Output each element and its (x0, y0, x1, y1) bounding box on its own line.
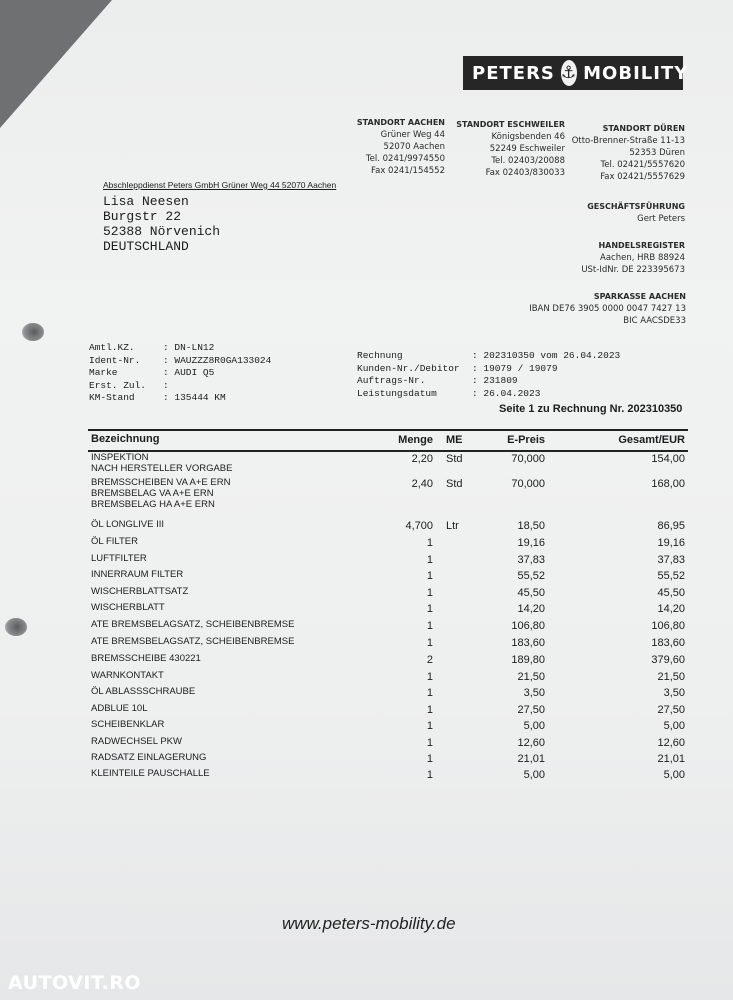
row-total: 106,80 (651, 620, 685, 632)
invoice-meta-values (472, 350, 620, 400)
row-description (91, 519, 164, 530)
location-line: Grüner Weg 44 (380, 130, 445, 140)
location-title: STANDORT AACHEN (356, 118, 445, 127)
location-line: Tel. 02403/20088 (491, 156, 565, 166)
row-description (91, 768, 210, 779)
row-quantity: 1 (426, 620, 433, 632)
vehicle-label: Ident-Nr. (89, 354, 141, 366)
bank-title: SPARKASSE AACHEN (593, 292, 686, 301)
location-line: Otto-Brenner-Straße 11-13 (571, 136, 685, 146)
row-total: 12,60 (657, 737, 685, 749)
row-quantity: 4,700 (405, 520, 433, 532)
watermark: AUTOVIT.RO (8, 972, 141, 994)
row-unit-price: 70,000 (511, 478, 545, 490)
row-description-line: RADSATZ EINLAGERUNG (91, 752, 207, 763)
recipient-address (103, 194, 220, 254)
invoice-meta-label: Auftrags-Nr. (357, 375, 426, 386)
logo-word-peters: PETERS (472, 62, 555, 84)
row-total: 379,60 (651, 654, 685, 666)
row-total: 19,16 (657, 537, 685, 549)
sender-line: Abschleppdienst Peters GmbH Grüner Weg 44 52070 Aachen (103, 180, 337, 190)
row-quantity: 1 (426, 769, 433, 781)
location-aachen (357, 117, 445, 177)
vehicle-labels (89, 342, 146, 405)
management-block (587, 201, 685, 225)
row-unit-price: 70,000 (511, 453, 545, 465)
row-description (91, 477, 230, 510)
register-line: Aachen, HRB 88924 (600, 253, 685, 263)
invoice-meta-value: : 202310350 vom 26.04.2023 (472, 350, 621, 361)
row-total: 5,00 (663, 769, 685, 781)
row-total: 154,00 (651, 453, 685, 465)
row-description (91, 553, 147, 564)
row-quantity: 1 (426, 687, 433, 699)
footer-website: www.peters-mobility.de (282, 914, 456, 933)
recipient-name: Lisa Neesen (103, 194, 189, 209)
location-line: Fax 0241/154552 (371, 166, 445, 176)
row-quantity: 1 (426, 637, 433, 649)
row-quantity: 1 (426, 753, 433, 765)
logo-word-mobility: MOBILITY (583, 62, 689, 84)
row-description (91, 586, 188, 597)
row-description-line: RADWECHSEL PKW (91, 736, 182, 747)
row-quantity: 2,20 (411, 453, 433, 465)
vehicle-label: Amtl.KZ. (89, 342, 135, 353)
row-description-line: BREMSBELAG VA A+E ERN (91, 488, 214, 499)
row-description-line: INSPEKTION (91, 452, 149, 463)
row-unit-price: 189,80 (511, 654, 545, 666)
row-unit-price: 3,50 (523, 687, 545, 699)
register-block (581, 240, 685, 276)
vehicle-values (163, 342, 271, 405)
punch-hole (22, 323, 44, 341)
invoice-meta-value: : 231809 (472, 375, 518, 386)
column-header-unit: ME (446, 434, 463, 446)
recipient-street: Burgstr 22 (103, 209, 182, 224)
row-description (91, 670, 164, 681)
row-description-line: WARNKONTAKT (91, 670, 164, 681)
row-quantity: 2,40 (411, 478, 433, 490)
row-unit-price: 45,50 (517, 587, 545, 599)
vehicle-value: : DN-LN12 (163, 342, 215, 353)
row-description (91, 686, 195, 697)
row-description (91, 619, 294, 630)
location-eschweiler (456, 119, 565, 179)
management-name: Gert Peters (637, 214, 685, 224)
row-quantity: 1 (426, 587, 433, 599)
row-description-line: LUFTFILTER (91, 553, 147, 564)
vehicle-value: : (163, 379, 169, 391)
row-unit-price: 27,50 (517, 704, 545, 716)
location-line: Tel. 0241/9974550 (365, 154, 445, 164)
recipient-country: DEUTSCHLAND (103, 239, 189, 254)
row-unit-price: 19,16 (517, 537, 545, 549)
row-total: 21,50 (657, 671, 685, 683)
bank-iban: IBAN DE76 3905 0000 0047 7427 13 (529, 304, 686, 314)
row-description-line: ÖL FILTER (91, 536, 138, 547)
row-unit-price: 55,52 (517, 570, 545, 582)
page-info: Seite 1 zu Rechnung Nr. 202310350 (499, 403, 683, 415)
row-total: 3,50 (663, 687, 685, 699)
invoice-meta-labels (357, 350, 460, 400)
row-description (91, 703, 148, 714)
register-line: USt-IdNr. DE 223395673 (581, 265, 685, 275)
row-unit-price: 106,80 (511, 620, 545, 632)
punch-hole (5, 618, 27, 636)
row-description-line: ATE BREMSBELAGSATZ, SCHEIBENBREMSE (91, 619, 295, 630)
invoice-meta-label: Leistungsdatum (357, 387, 437, 399)
row-unit-price: 5,00 (523, 720, 545, 732)
row-description (91, 719, 164, 730)
row-total: 55,52 (657, 570, 685, 582)
row-description-line: WISCHERBLATTSATZ (91, 586, 189, 597)
vehicle-value: : WAUZZZ8R0GA133024 (163, 354, 272, 366)
tow-hook-icon: ⚓ (561, 60, 577, 86)
row-unit-price: 5,00 (523, 769, 545, 781)
vehicle-value: : AUDI Q5 (163, 367, 215, 378)
vehicle-label: KM-Stand (89, 392, 135, 403)
row-total: 21,01 (657, 753, 685, 765)
row-description (91, 752, 206, 763)
vehicle-label: Erst. Zul. (89, 379, 147, 391)
column-header-unit-price: E-Preis (507, 434, 545, 446)
row-quantity: 1 (426, 570, 433, 582)
row-description-line: ÖL ABLASSSCHRAUBE (91, 686, 196, 697)
row-description (91, 569, 183, 580)
bank-bic: BIC AACSDE33 (623, 316, 686, 326)
row-unit-price: 21,50 (517, 671, 545, 683)
row-description-line: KLEINTEILE PAUSCHALLE (91, 768, 210, 779)
invoice-meta-label: Rechnung (357, 350, 403, 361)
row-unit-price: 14,20 (517, 603, 545, 615)
invoice-meta-label: Kunden-Nr./Debitor (357, 362, 460, 374)
company-logo (463, 56, 689, 90)
row-quantity: 1 (426, 554, 433, 566)
row-unit: Ltr (446, 520, 459, 532)
row-unit-price: 21,01 (517, 753, 545, 765)
row-description-line: ADBLUE 10L (91, 703, 148, 714)
location-line: Königsbenden 46 (491, 132, 565, 142)
row-unit-price: 183,60 (511, 637, 545, 649)
row-total: 45,50 (657, 587, 685, 599)
location-line: Fax 02403/830033 (485, 168, 565, 178)
row-quantity: 1 (426, 704, 433, 716)
register-title: HANDELSREGISTER (598, 241, 685, 250)
row-description (91, 653, 201, 664)
row-description-line: ATE BREMSBELAGSATZ, SCHEIBENBREMSE (91, 636, 295, 647)
row-description-line: BREMSSCHEIBEN VA A+E ERN (91, 477, 231, 488)
location-line: 52070 Aachen (383, 142, 445, 152)
location-title: STANDORT ESCHWEILER (456, 120, 565, 129)
location-line: 52353 Düren (629, 148, 685, 158)
column-header-total: Gesamt/EUR (618, 434, 685, 446)
location-line: Tel. 02421/5557620 (600, 160, 685, 170)
row-total: 168,00 (651, 478, 685, 490)
vehicle-value: : 135444 KM (163, 392, 226, 403)
invoice-meta-value: : 26.04.2023 (472, 387, 541, 399)
row-description-line: BREMSSCHEIBE 430221 (91, 653, 201, 664)
location-line: 52249 Eschweiler (489, 144, 565, 154)
row-total: 86,95 (657, 520, 685, 532)
row-description-line: BREMSBELAG HA A+E ERN (91, 499, 215, 510)
row-total: 5,00 (663, 720, 685, 732)
row-quantity: 1 (426, 671, 433, 683)
invoice-meta-value: : 19079 / 19079 (472, 362, 558, 374)
table-top-rule (88, 429, 688, 431)
row-unit-price: 37,83 (517, 554, 545, 566)
column-header-quantity: Menge (398, 434, 433, 446)
row-quantity: 1 (426, 737, 433, 749)
row-total: 37,83 (657, 554, 685, 566)
recipient-city: 52388 Nörvenich (103, 224, 221, 239)
row-description (91, 736, 182, 747)
row-description-line: ÖL LONGLIVE III (91, 519, 165, 530)
row-unit: Std (446, 453, 463, 465)
bank-block (529, 291, 686, 327)
row-description-line: SCHEIBENKLAR (91, 719, 165, 730)
location-title: STANDORT DÜREN (602, 124, 685, 133)
row-description-line: NACH HERSTELLER VORGABE (91, 463, 233, 474)
row-quantity: 1 (426, 603, 433, 615)
vehicle-label: Marke (89, 367, 118, 378)
row-unit-price: 18,50 (517, 520, 545, 532)
row-quantity: 2 (426, 654, 433, 666)
row-unit: Std (446, 478, 463, 490)
management-title: GESCHÄFTSFÜHRUNG (587, 202, 685, 211)
row-unit-price: 12,60 (517, 737, 545, 749)
row-total: 183,60 (651, 637, 685, 649)
location-line: Fax 02421/5557629 (600, 172, 685, 182)
row-quantity: 1 (426, 720, 433, 732)
row-description (91, 452, 232, 474)
row-description (91, 602, 165, 613)
row-description (91, 636, 294, 647)
row-quantity: 1 (426, 537, 433, 549)
row-description-line: WISCHERBLATT (91, 602, 165, 613)
row-total: 14,20 (657, 603, 685, 615)
column-header-description: Bezeichnung (91, 433, 160, 445)
row-description (91, 536, 138, 547)
location-dueren (572, 123, 685, 183)
row-total: 27,50 (657, 704, 685, 716)
row-description-line: INNERRAUM FILTER (91, 569, 184, 580)
